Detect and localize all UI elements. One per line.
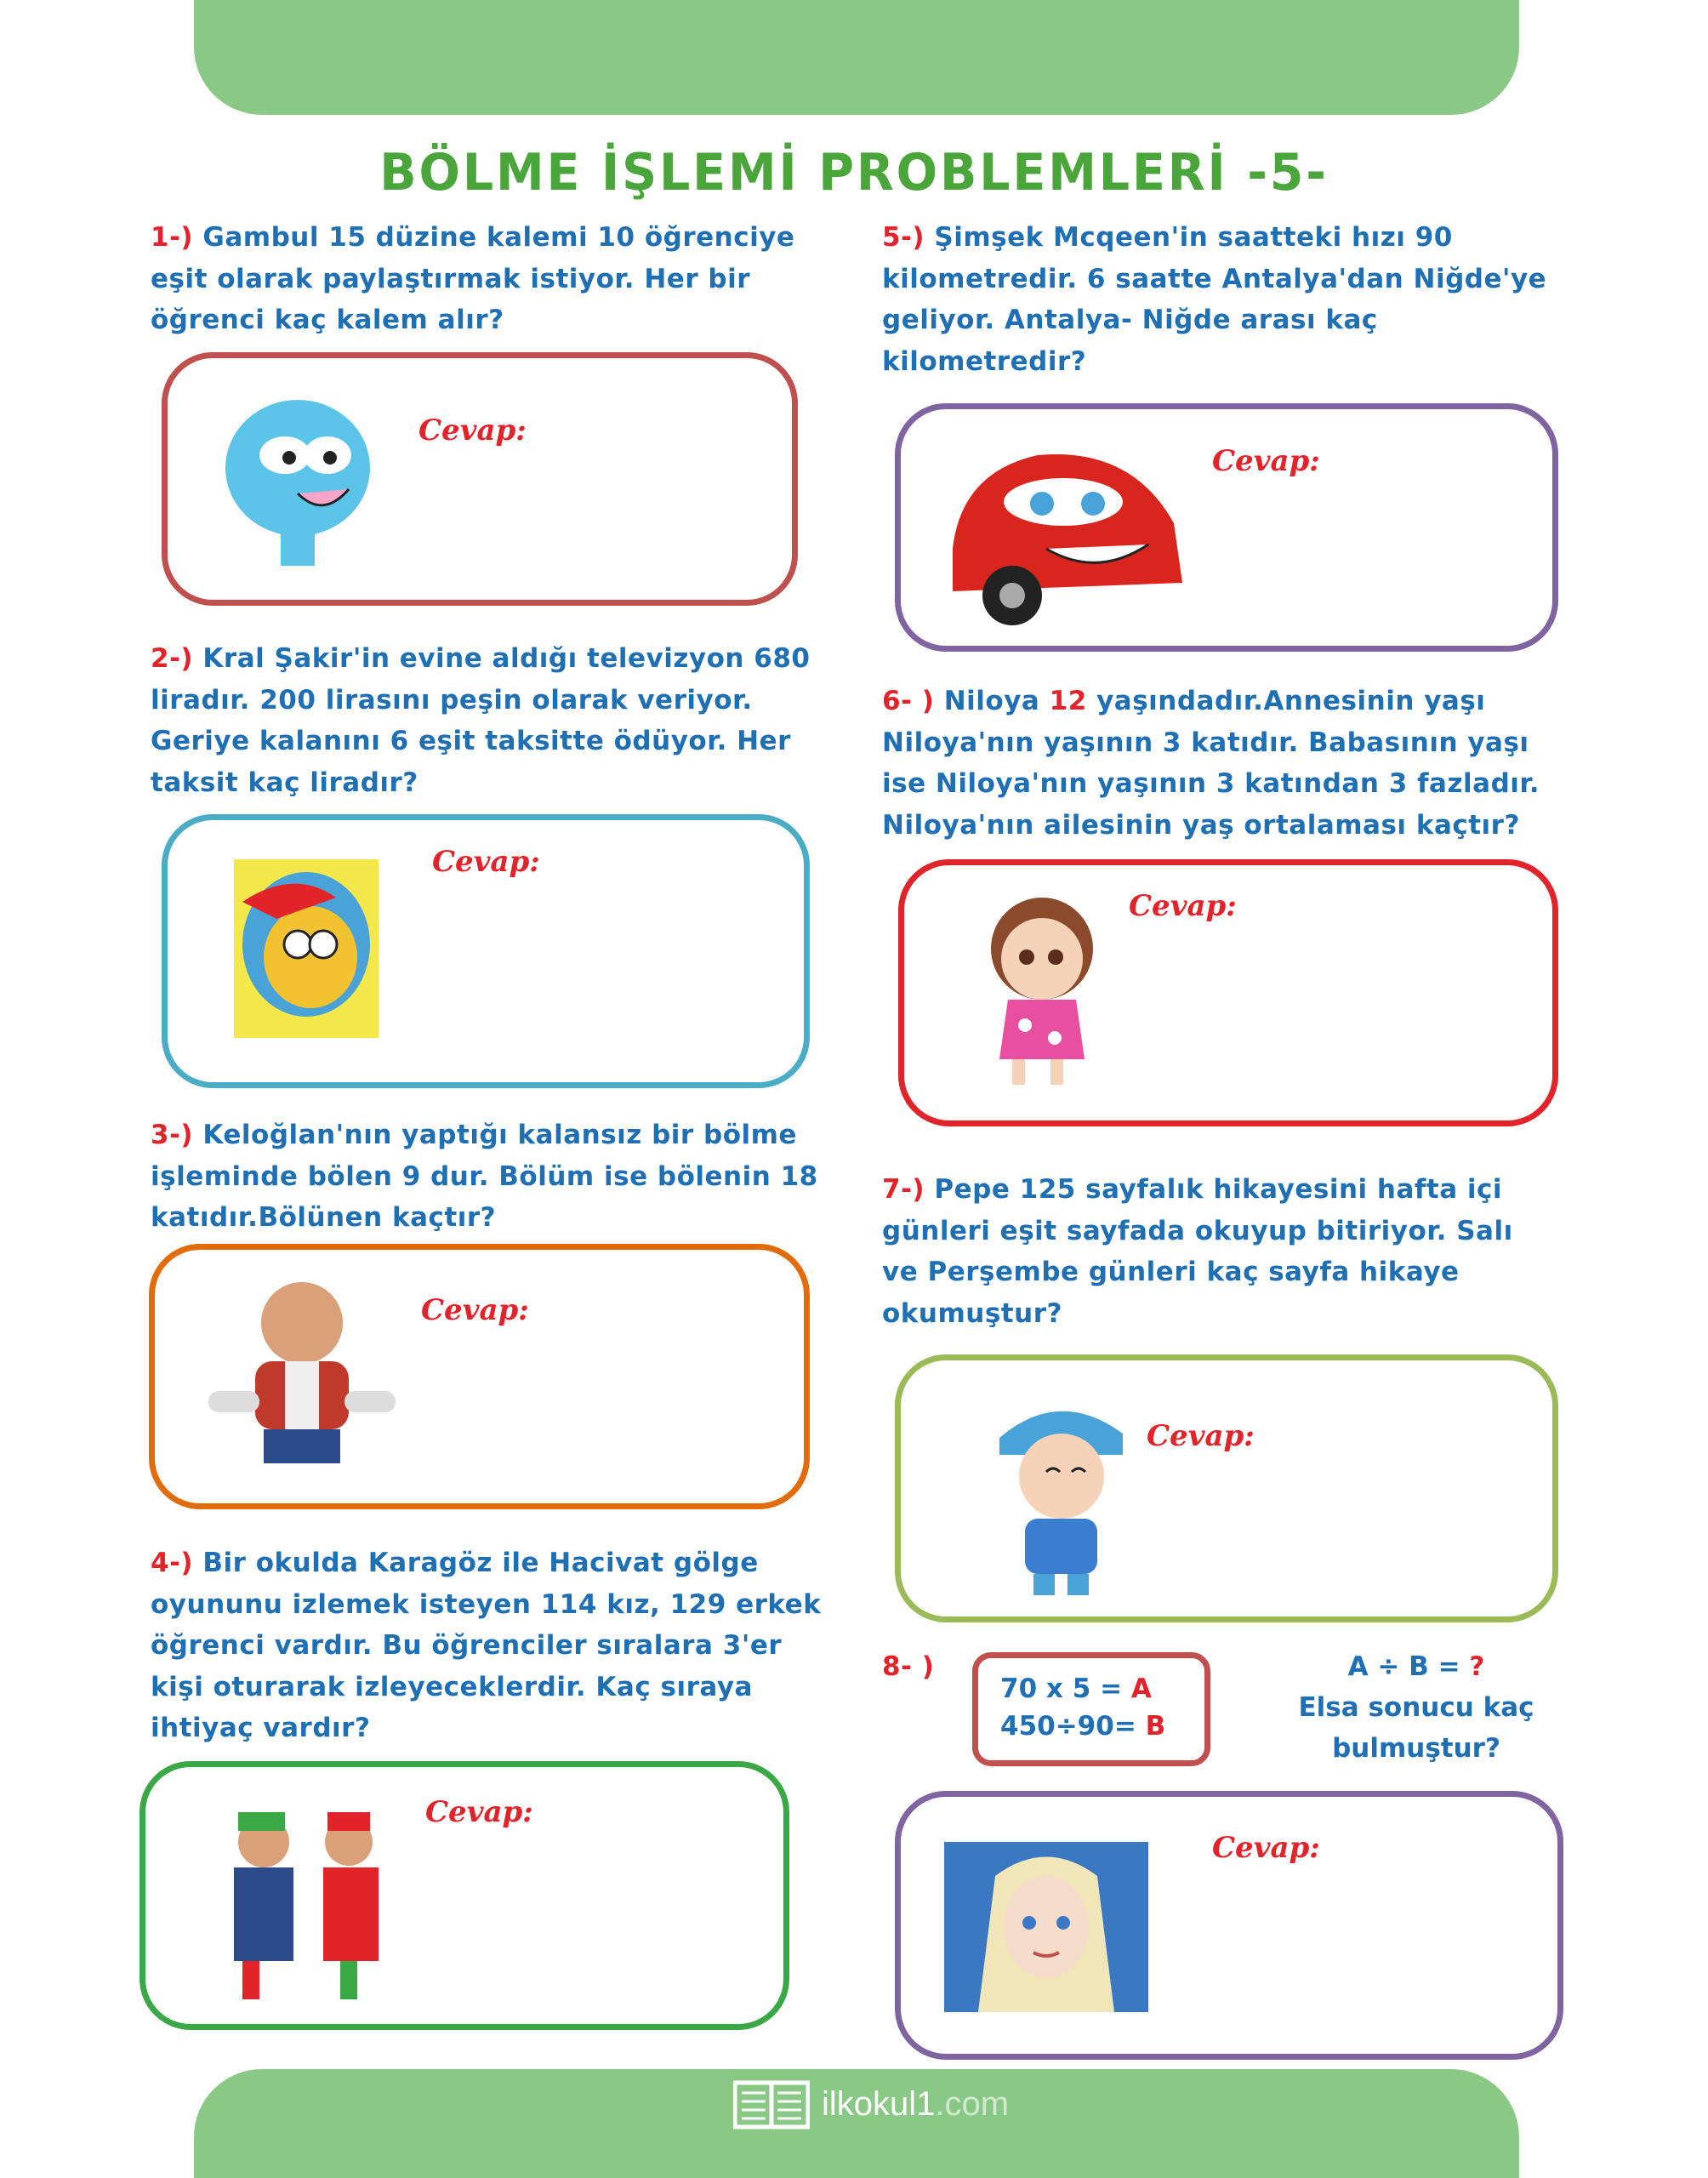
answer-label: Cevap: <box>432 845 540 879</box>
gumball-character-image <box>221 391 383 570</box>
page-title: BÖLME İŞLEMİ PROBLEMLERİ -5- <box>379 143 1329 202</box>
kral-sakir-character-image <box>225 851 387 1046</box>
answer-label: Cevap: <box>1147 1419 1255 1453</box>
answer-label: Cevap: <box>425 1795 533 1829</box>
keloglan-character-image <box>196 1272 408 1480</box>
question-8-text: A ÷ B = ? Elsa sonucu kaç bulmuştur? <box>1298 1651 1534 1764</box>
niloya-character-image <box>957 889 1119 1093</box>
answer-label: Cevap: <box>1212 444 1320 478</box>
question-4: 4-) Bir okulda Karagöz ile Hacivat gölge oyununu izlemek isteyen 114 kız, 129 erkek öğrenci vardır. Bu öğrenciler sıralara 3'er kişi oturarak izleyeceklerdir. Kaç sıraya ihtiyaç vardır? <box>151 1548 822 1743</box>
equation-b: 450÷90= B <box>1000 1711 1166 1742</box>
header-band <box>194 0 1519 115</box>
question-1: 1-) Gambul 15 düzine kalemi 10 öğrenciye eşit olarak paylaştırmak istiyor. Her bir öğrenci kaç kalem alır? <box>151 222 795 335</box>
book-icon <box>733 2078 810 2130</box>
question-3: 3-) Keloğlan'nın yaptığı kalansız bir bölme işleminde bölen 9 dur. Bölüm ise bölenin 18 katıdır.Bölünen kaçtır? <box>151 1120 818 1233</box>
karagoz-hacivat-image <box>204 1795 408 2008</box>
question-8-number: 8- ) <box>882 1651 935 1682</box>
question-5: 5-) Şimşek Mcqeen'in saatteki hızı 90 kilometredir. 6 saatte Antalya'dan Niğde'ye geliyor. Antalya- Niğde arası kaç kilometredir? <box>882 222 1547 377</box>
pepee-character-image <box>987 1387 1131 1599</box>
answer-label: Cevap: <box>1212 1831 1320 1865</box>
equations-box <box>972 1652 1210 1766</box>
answer-label: Cevap: <box>421 1293 529 1327</box>
site-logo: ilkokul1.com <box>733 2078 1009 2130</box>
lightning-mcqueen-image <box>936 421 1191 630</box>
answer-label: Cevap: <box>418 413 527 448</box>
answer-label: Cevap: <box>1129 889 1237 923</box>
equation-a: 70 x 5 = A <box>1000 1673 1152 1704</box>
question-7: 7-) Pepe 125 sayfalık hikayesini hafta içi günleri eşit sayfada okuyup bitiriyor. Salı ve Perşembe günleri kaç sayfa hikaye okumuştur? <box>882 1174 1513 1329</box>
elsa-character-image <box>944 1842 1148 2012</box>
question-2: 2-) Kral Şakir'in evine aldığı televizyon 680 liradır. 200 lirasını peşin olarak veriyor. Geriye kalanını 6 eşit taksitte ödüyor. Her taksit kaç liradır? <box>151 643 811 798</box>
question-6: 6- ) Niloya 12 yaşındadır.Annesinin yaşı Niloya'nın yaşının 3 katıdır. Babasının yaşı ise Niloya'nın yaşının 3 katından 3 fazladır. Niloya'nın ailesinin yaş ortalaması kaçtır? <box>882 686 1540 841</box>
